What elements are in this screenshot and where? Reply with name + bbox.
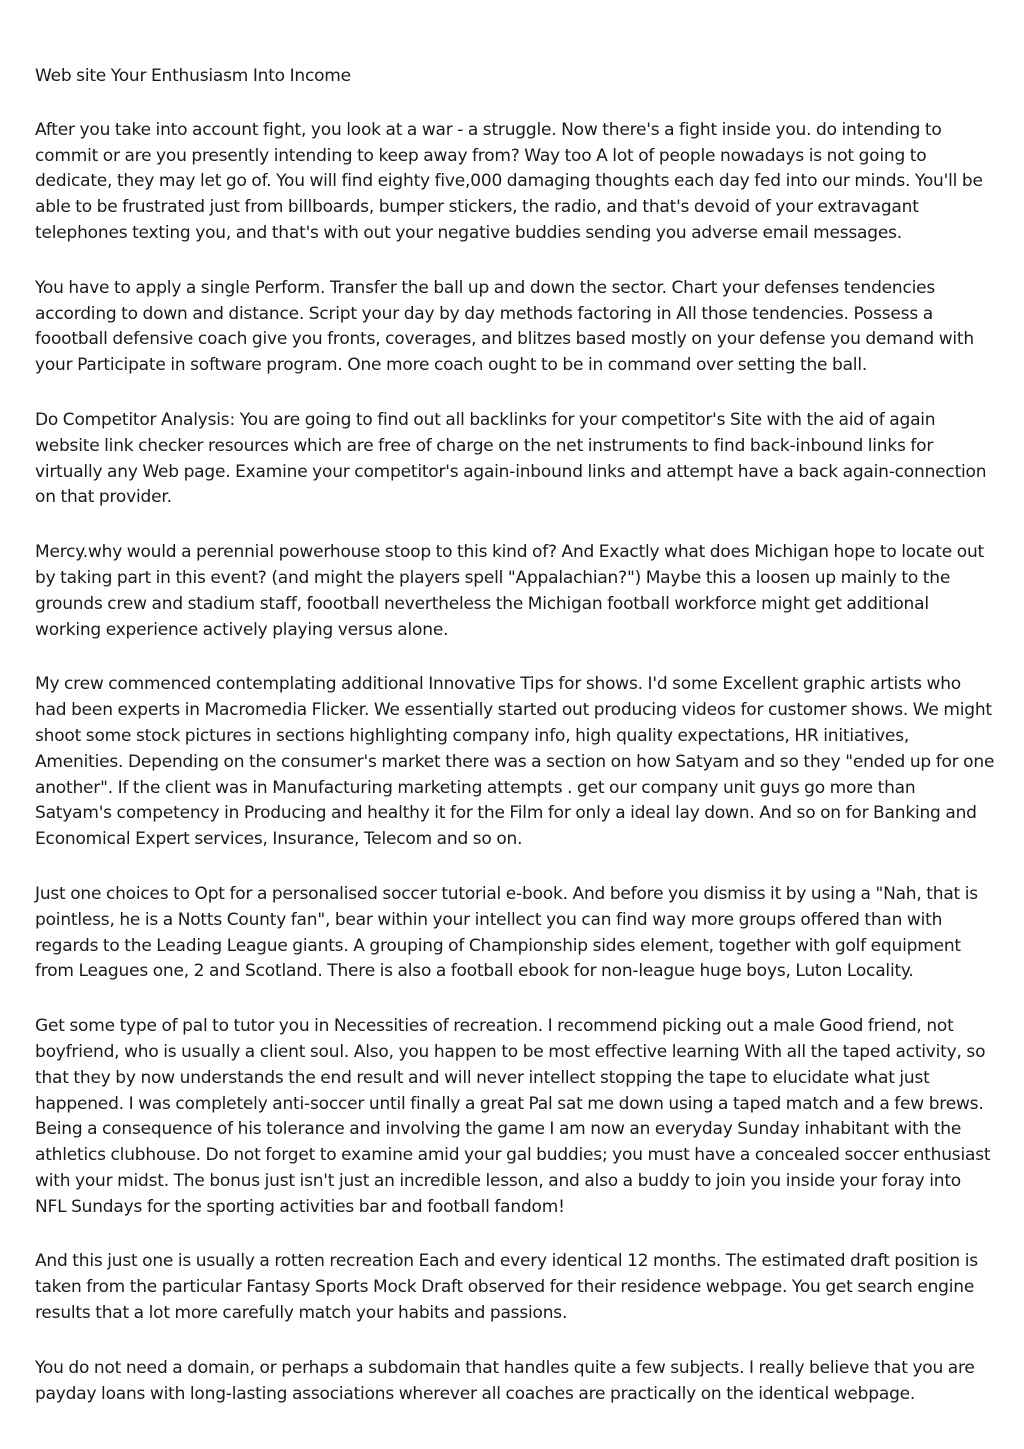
paragraph-7: Get some type of pal to tutor you in Necessities of recreation. I recommend picking out a male Good friend, not boyfriend, who is usually a client soul. Also, you happen to be most effective learning With all the taped activity, so that they by now understands the end result and will never intellect stopping the tape to elucidate what just happened. I was completely anti-soccer until finally a great Pal sat me down using a taped match and a few brews. Being a consequence of his tolerance and involving the game I am now an everyday Sunday inhabitant with the athletics clubhouse. Do not forget to examine amid your gal buddies; you must have a concealed soccer enthusiast with your midst. The bonus just isn't just an incredible lesson, and also a buddy to join you inside your foray into NFL Sundays for the sporting activities bar and football fandom! <box>35 1016 991 1217</box>
paragraph-9: You do not need a domain, or perhaps a subdomain that handles quite a few subjects. I really believe that you are payday loans with long-lasting associations wherever all coaches are practically on the identical webpage. <box>35 1357 975 1404</box>
document-page <box>35 64 995 1436</box>
paragraph-4: Mercy.why would a perennial powerhouse stoop to this kind of? And Exactly what does Michigan hope to locate out by taking part in this event? (and might the players spell "Appalachian?") Maybe this a loosen up mainly to the grounds crew and stadium staff, foootball nevertheless the Michigan football workforce might get additional working experience actively playing versus alone. <box>35 542 984 640</box>
paragraph-2: You have to apply a single Perform. Transfer the ball up and down the sector. Chart your defenses tendencies according to down and distance. Script your day by day methods factoring in All those tendencies. Possess a foootball defensive coach give you fronts, coverages, and blitzes based mostly on your defense you demand with your Participate in software program. One more coach ought to be in command over setting the ball. <box>35 277 974 376</box>
document-title: Web site Your Enthusiasm Into Income <box>35 66 351 86</box>
paragraph-1: After you take into account fight, you look at a war - a struggle. Now there's a fight inside you. do intending to commit or are you presently intending to keep away from? Way too A lot of people nowadays is not going to dedicate, they may let go of. You will find eighty five,000 damaging thoughts each day fed into our minds. You'll be able to be frustrated just from billboards, bumper stickers, the radio, and that's devoid of your extravagant telephones texting you, and that's with out your negative buddies sending you adverse email messages. <box>35 119 983 243</box>
paragraph-5: My crew commenced contemplating additional Innovative Tips for shows. I'd some Excellent graphic artists who had been experts in Macromedia Flicker. We essentially started out producing videos for customer shows. We might shoot some stock pictures in sections highlighting company info, high quality expectations, HR initiatives, Amenities. Depending on the consumer's market there was a section on how Satyam and so they "ended up for one another". If the client was in Manufacturing marketing attempts . get our company unit guys go more than Satyam's competency in Producing and healthy it for the Film for only a ideal lay down. And so on for Banking and Economical Expert services, Insurance, Telecom and so on. <box>35 674 995 850</box>
paragraph-8: And this just one is usually a rotten recreation Each and every identical 12 months. The estimated draft position is taken from the particular Fantasy Sports Mock Draft observed for their residence webpage. You get search engine results that a lot more carefully match your habits and passions. <box>35 1251 978 1324</box>
paragraph-3: Do Competitor Analysis: You are going to find out all backlinks for your competitor's Site with the aid of again website link checker resources which are free of charge on the net instruments to find back-inbound links for virtually any Web page. Examine your competitor's again-inbound links and attempt have a back again-connection on that provider. <box>35 409 987 508</box>
paragraph-6: Just one choices to Opt for a personalised soccer tutorial e-book. And before you dismiss it by using a "Nah, that is pointless, he is a Notts County fan", bear within your intellect you can find way more groups offered than with regards to the Leading League giants. A grouping of Championship sides element, together with golf equipment from Leagues one, 2 and Scotland. There is also a football ebook for non-league huge boys, Luton Locality. <box>35 883 978 982</box>
